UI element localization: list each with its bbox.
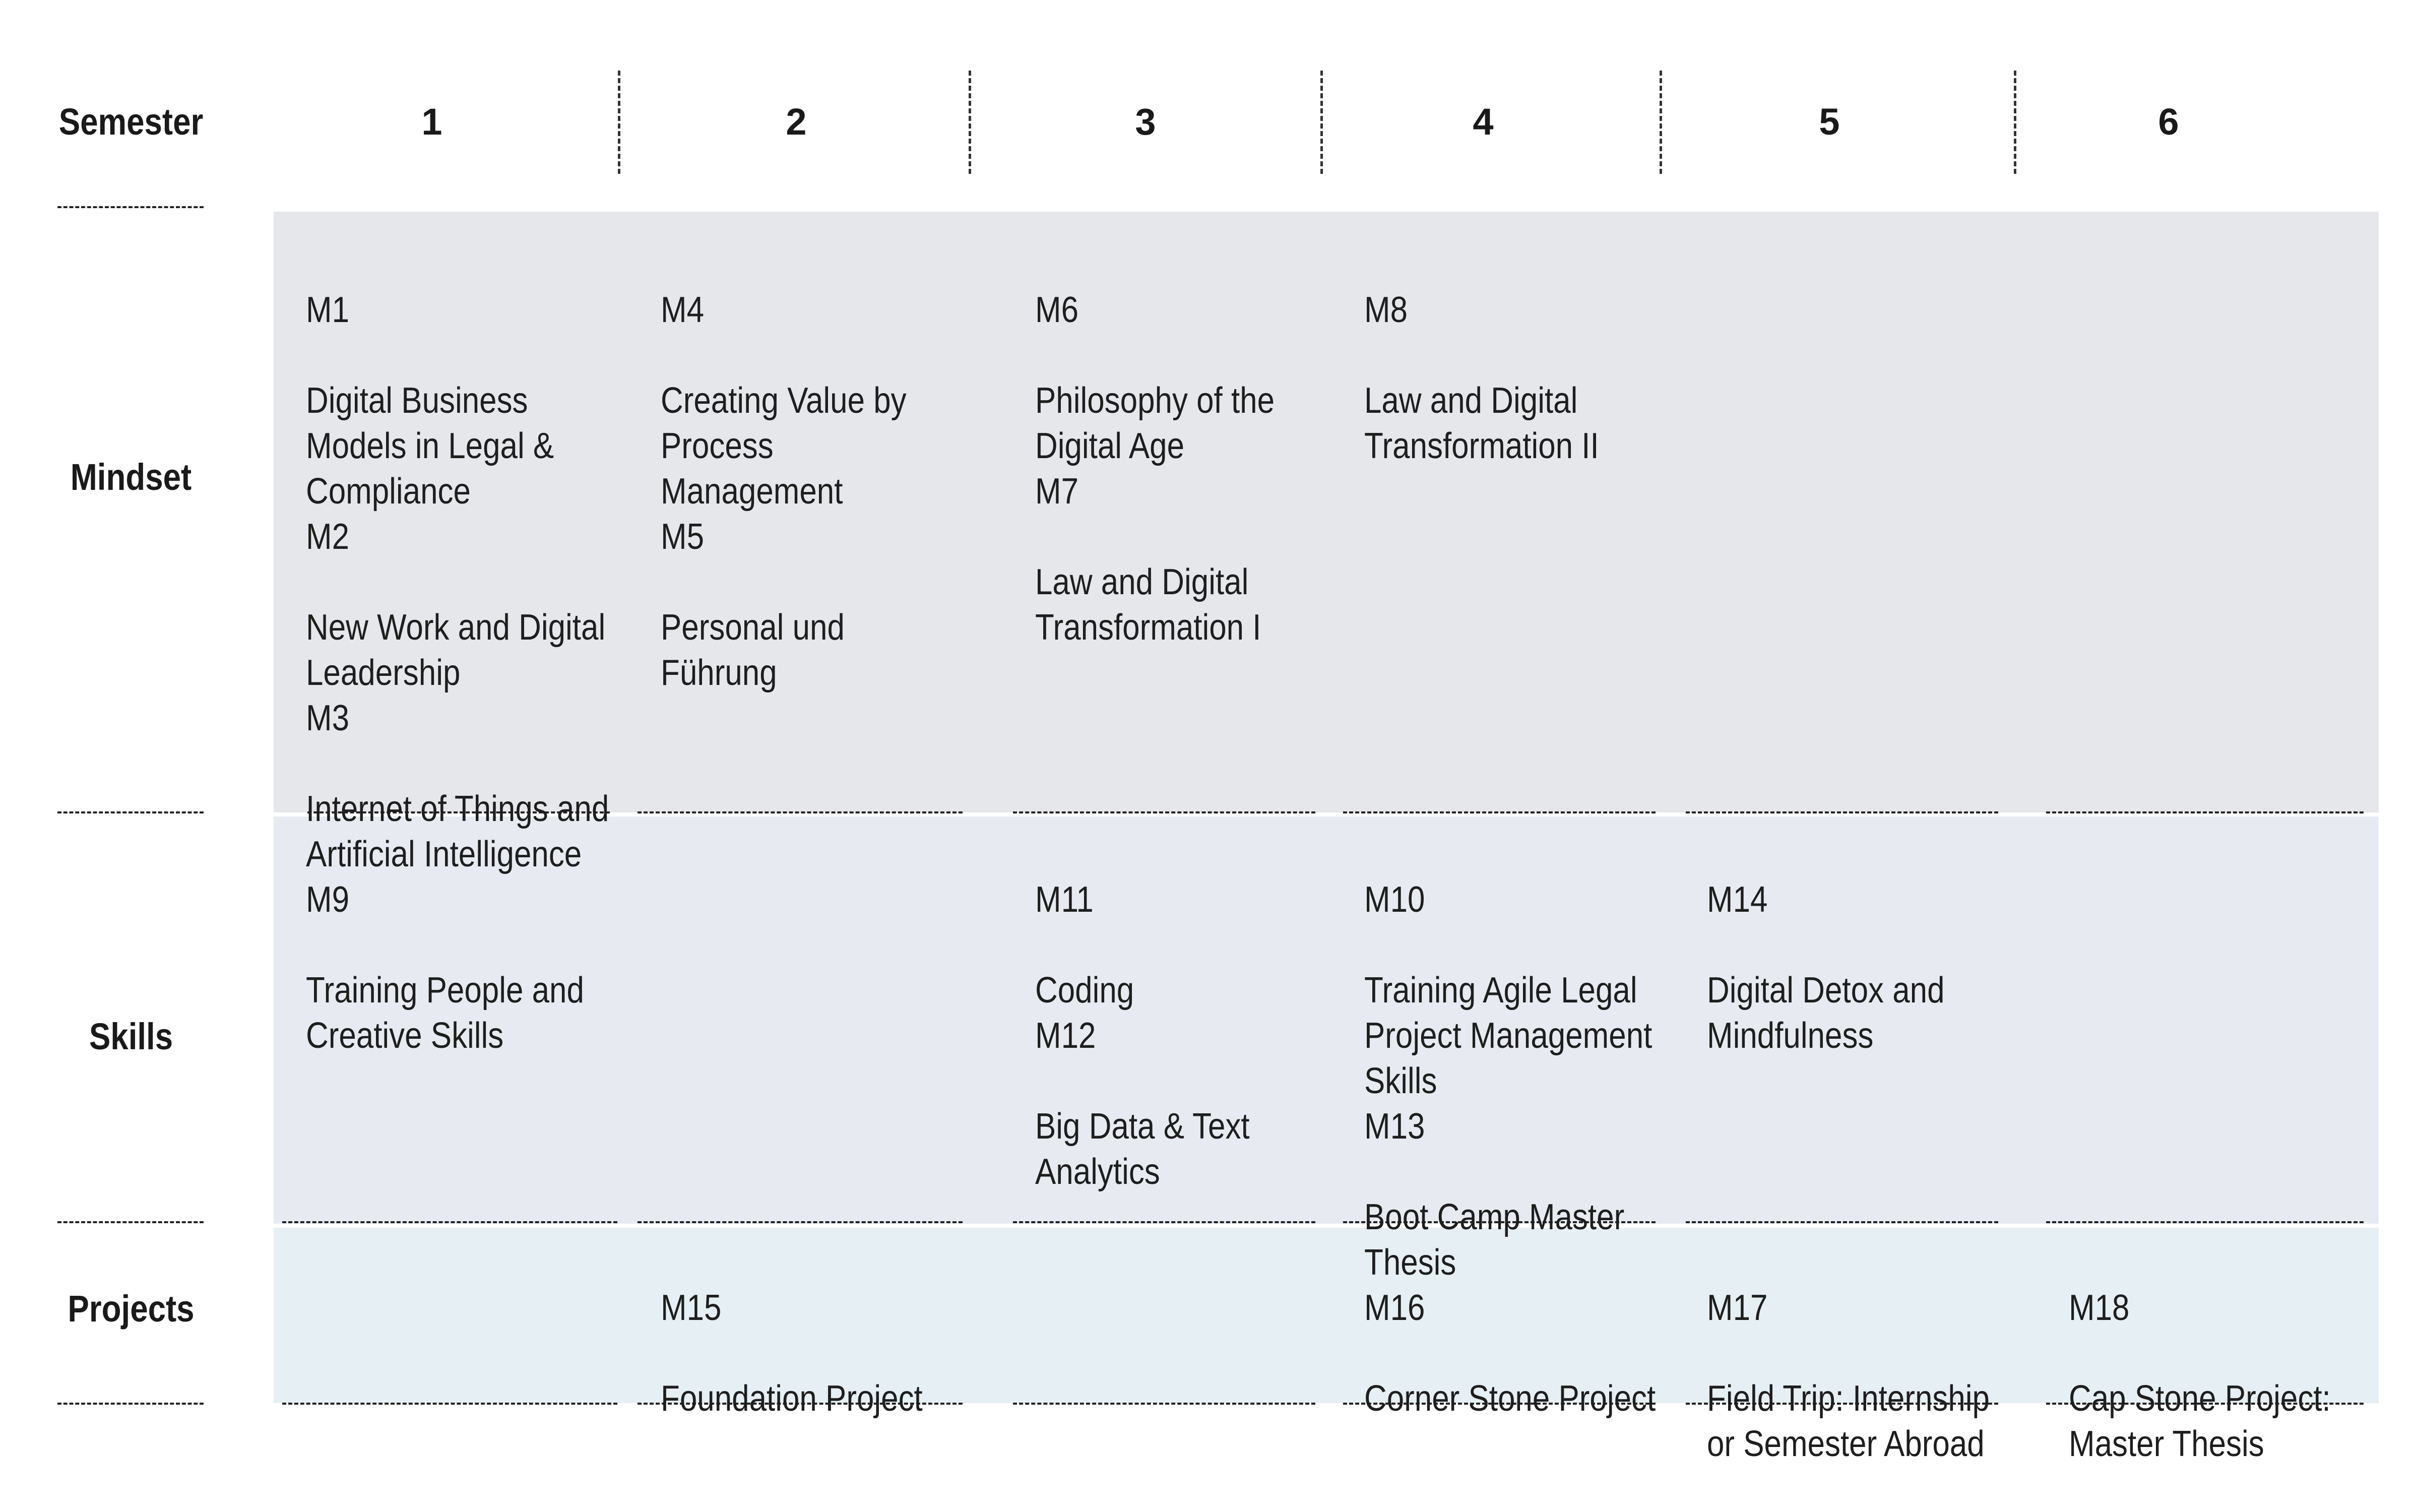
module-title: Philosophy of the Digital Age	[1035, 381, 1275, 466]
module-code: M9	[306, 879, 350, 920]
module-title: Personal und Führung	[661, 607, 845, 693]
row-divider	[1013, 1403, 1315, 1405]
label-divider	[57, 1221, 204, 1223]
row-divider	[1686, 1221, 1998, 1223]
label-divider	[57, 206, 204, 208]
module-title: Digital Business Models in Legal & Compliance	[306, 381, 554, 512]
semester-divider	[969, 71, 971, 174]
module-m7	[1035, 423, 1339, 696]
module-code: M7	[1035, 471, 1079, 512]
module-code: M3	[306, 698, 350, 738]
row-divider	[282, 1221, 617, 1223]
row-divider	[282, 1403, 617, 1405]
label-divider	[57, 1403, 204, 1405]
module-code: M14	[1707, 879, 1768, 920]
module-m8	[1364, 242, 1668, 514]
semester-number-3: 3	[1135, 101, 1156, 143]
module-title: Coding	[1035, 970, 1134, 1011]
module-code: M1	[306, 290, 350, 330]
module-code: M8	[1364, 290, 1408, 330]
row-divider	[2046, 1221, 2364, 1223]
module-title: Internet of Things and Artificial Intelligence	[306, 789, 609, 874]
module-title: Training People and Creative Skills	[306, 970, 584, 1056]
row-divider	[638, 811, 963, 813]
module-title: Creating Value by Process Management	[661, 381, 907, 512]
semester-header-label: Semester	[58, 101, 204, 143]
label-divider	[57, 811, 204, 813]
module-code: M4	[661, 290, 705, 330]
row-divider	[1343, 811, 1656, 813]
module-m16	[1364, 1240, 1668, 1467]
semester-divider	[2014, 71, 2016, 174]
module-m12	[1035, 968, 1339, 1240]
semester-number-6: 6	[2158, 101, 2179, 143]
semester-number-5: 5	[1819, 101, 1840, 143]
module-m5	[661, 469, 964, 741]
module-title: Boot Camp Master Thesis	[1364, 1197, 1625, 1283]
semester-number-1: 1	[421, 101, 442, 143]
module-code: M6	[1035, 290, 1079, 330]
module-m15	[661, 1240, 964, 1467]
module-m17	[1707, 1240, 2010, 1512]
module-title: Big Data & Text Analytics	[1035, 1106, 1250, 1192]
module-code: M12	[1035, 1016, 1096, 1056]
module-title: Cap Stone Project: Master Thesis	[2069, 1378, 2331, 1464]
module-title: Law and Digital Transformation I	[1035, 562, 1261, 648]
module-code: M11	[1035, 879, 1094, 920]
module-title: Training Agile Legal Project Management Skills	[1364, 970, 1652, 1101]
row-divider	[2046, 811, 2364, 813]
semester-divider	[618, 71, 620, 174]
module-m18	[2069, 1240, 2372, 1512]
module-title: Foundation Project	[661, 1378, 923, 1419]
module-title: Field Trip: Internship or Semester Abroad	[1707, 1378, 1990, 1464]
module-m9	[306, 832, 609, 1104]
module-code: M16	[1364, 1288, 1425, 1328]
module-code: M2	[306, 517, 350, 557]
module-title: Law and Digital Transformation II	[1364, 381, 1599, 466]
projects-band	[274, 1228, 2379, 1403]
module-code: M13	[1364, 1106, 1425, 1147]
module-code: M5	[661, 517, 705, 557]
module-title: New Work and Digital Leadership	[306, 607, 606, 693]
semester-number-4: 4	[1473, 101, 1494, 143]
module-code: M18	[2069, 1288, 2130, 1328]
module-code: M17	[1707, 1288, 1768, 1328]
row-divider	[1013, 811, 1315, 813]
module-title: Digital Detox and Mindfulness	[1707, 970, 1945, 1056]
row-divider	[638, 1221, 963, 1223]
semester-divider	[1320, 71, 1323, 174]
semester-divider	[1660, 71, 1662, 174]
row-label-mindset: Mindset	[70, 456, 192, 498]
module-code: M10	[1364, 879, 1425, 920]
semester-number-2: 2	[786, 101, 807, 143]
module-code: M15	[661, 1288, 722, 1328]
row-label-projects: Projects	[68, 1288, 195, 1330]
module-m14	[1707, 832, 2010, 1104]
row-divider	[1686, 811, 1998, 813]
module-title: Corner Stone Project	[1364, 1378, 1656, 1419]
row-label-skills: Skills	[89, 1016, 173, 1057]
